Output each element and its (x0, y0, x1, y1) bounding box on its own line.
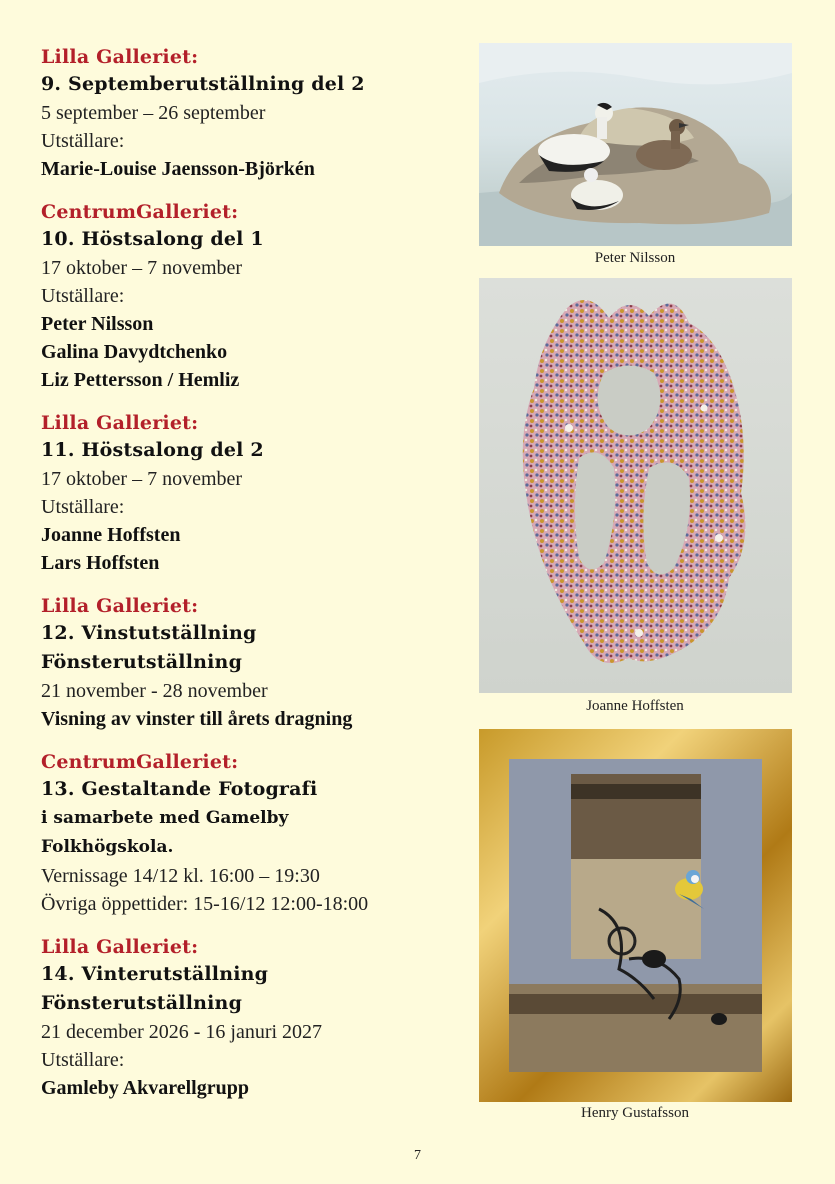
exhibitor-name: Marie-Louise Jaensson-Björkén (41, 158, 315, 180)
event-title-line-2: Fönsterutställning (41, 992, 243, 1014)
framed-collage-icon (479, 729, 792, 1102)
artwork-eider-ducks-image (479, 43, 792, 246)
event-9 (41, 44, 461, 183)
event-14 (41, 934, 461, 1102)
vernissage-time: Vernissage 14/12 kl. 16:00 – 19:30 (41, 865, 320, 887)
ducks-painting-icon (479, 43, 792, 246)
exhibitors-label: Utställare: (41, 285, 125, 307)
exhibitor-name: Galina Davydtchenko (41, 341, 228, 363)
event-10 (41, 199, 461, 394)
exhibitor-name: Liz Pettersson / Hemliz (41, 369, 240, 391)
venue-name: CentrumGalleriet: (41, 201, 239, 223)
exhibitors-label: Utställare: (41, 496, 125, 518)
venue-name: Lilla Galleriet: (41, 46, 199, 68)
event-subtitle: i samarbete med Gamelby (41, 808, 289, 828)
artwork-caption: Joanne Hoffsten (586, 698, 684, 714)
exhibitors-label: Utställare: (41, 130, 125, 152)
event-subtitle-line-2: Folkhögskola. (41, 837, 174, 857)
event-title: 11. Höstsalong del 2 (41, 439, 264, 461)
event-13 (41, 749, 461, 918)
event-title: 10. Höstsalong del 1 (41, 228, 264, 250)
venue-name: Lilla Galleriet: (41, 936, 199, 958)
exhibitor-name: Gamleby Akvarellgrupp (41, 1077, 249, 1099)
venue-name: Lilla Galleriet: (41, 595, 199, 617)
event-dates: 17 oktober – 7 november (41, 257, 243, 279)
event-dates: 21 december 2026 - 16 januri 2027 (41, 1021, 323, 1043)
venue-name: Lilla Galleriet: (41, 412, 199, 434)
artwork-caption: Henry Gustafsson (581, 1105, 689, 1121)
artwork-sculpture-image (479, 278, 792, 693)
exhibitor-name: Lars Hoffsten (41, 552, 160, 574)
event-dates: 5 september – 26 september (41, 102, 266, 124)
event-title: 13. Gestaltande Fotografi (41, 778, 318, 800)
sculpture-icon (479, 278, 792, 693)
page-number: 7 (414, 1148, 421, 1163)
event-11 (41, 410, 461, 577)
event-dates: 17 oktober – 7 november (41, 468, 243, 490)
venue-name: CentrumGalleriet: (41, 751, 239, 773)
opening-hours: Övriga öppettider: 15-16/12 12:00-18:00 (41, 893, 369, 915)
event-12 (41, 593, 461, 733)
event-list (41, 44, 461, 1118)
event-note: Visning av vinster till årets dragning (41, 708, 353, 730)
event-dates: 21 november - 28 november (41, 680, 268, 702)
exhibitor-name: Joanne Hoffsten (41, 524, 181, 546)
event-title: 14. Vinterutställning (41, 963, 269, 985)
artwork-caption: Peter Nilsson (594, 250, 676, 266)
event-title: 9. Septemberutställning del 2 (41, 73, 365, 95)
event-title: 12. Vinstutställning (41, 622, 257, 644)
exhibitor-name: Peter Nilsson (41, 313, 154, 335)
artwork-framed-collage-image (479, 729, 792, 1102)
exhibitors-label: Utställare: (41, 1049, 125, 1071)
event-title-line-2: Fönsterutställning (41, 651, 243, 673)
